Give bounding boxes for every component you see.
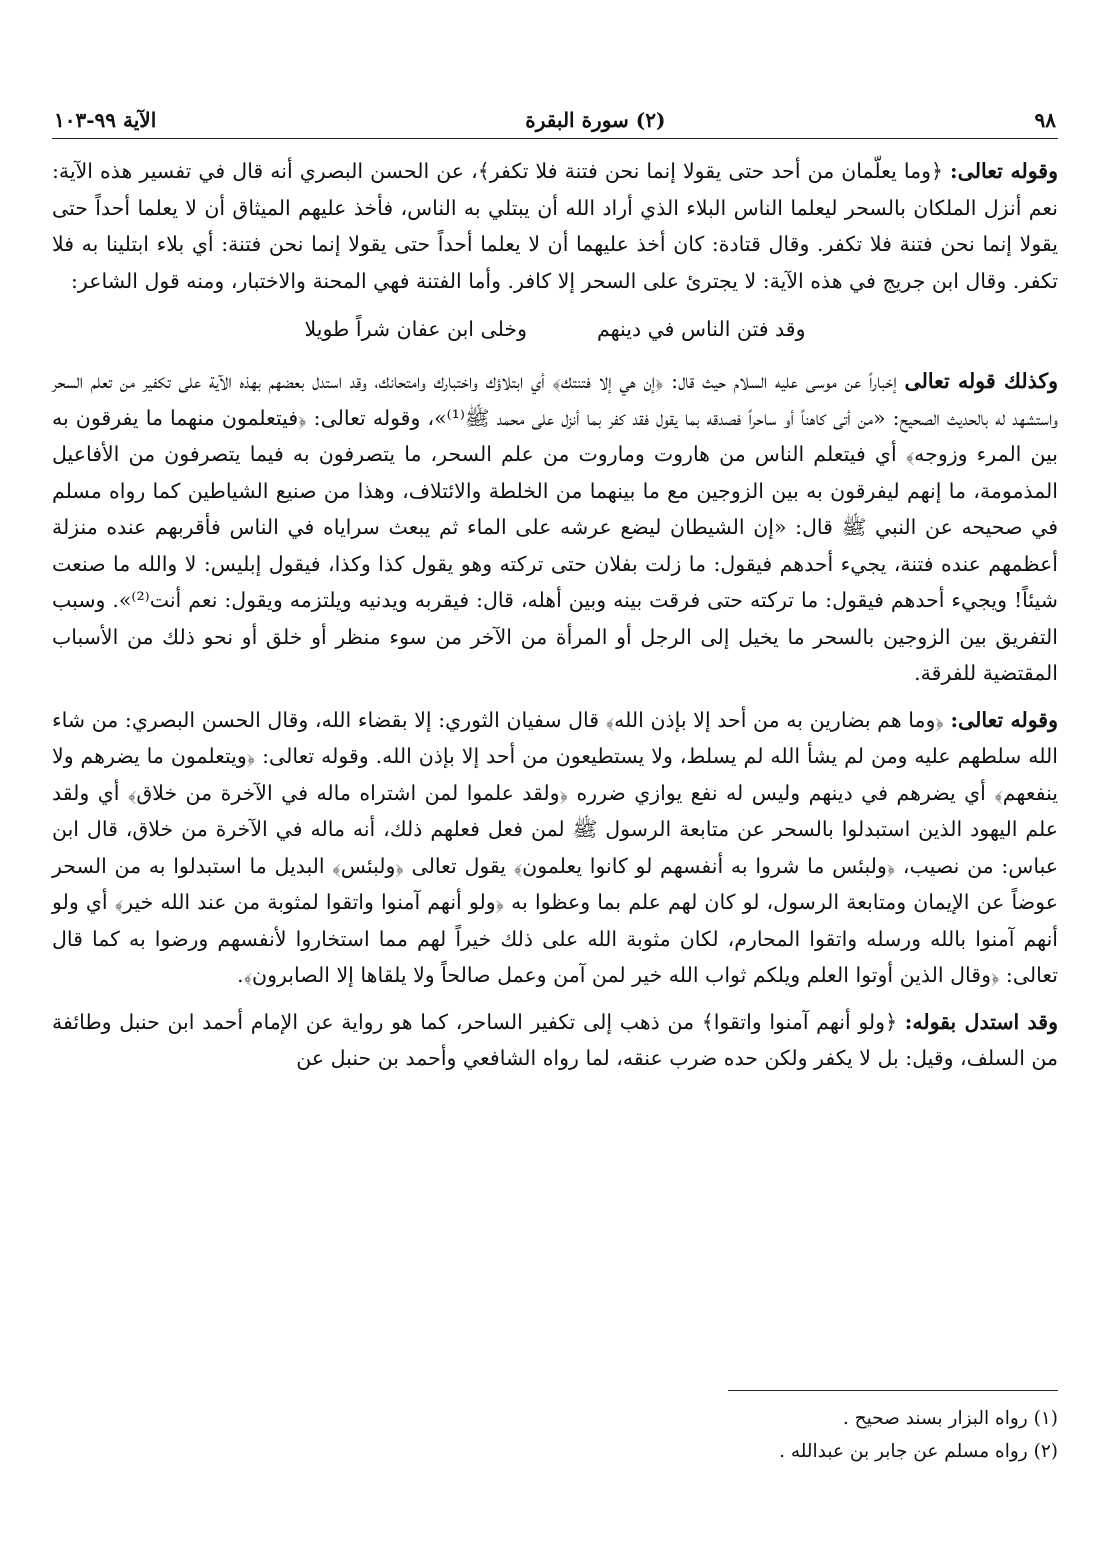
paragraph-4-text: ﴿ولو أنهم آمنوا واتقوا﴾ من ذهب إلى تكفير الساحر، كما هو رواية عن الإمام أحمد ابن حنبل وطائفة من السلف، وقيل: بل لا يكفر ولكن حده ضرب عنقه، لما رواه الشافعي وأحمد بن حنبل عن (52, 1009, 1058, 1070)
verse-range: الآية ٩٩-١٠٣ (54, 108, 157, 132)
poem-first-hemistich: وقد فتن الناس في دينهم (596, 317, 806, 341)
footnote-2: (٢) رواه مسلم عن جابر بن عبدالله . (779, 1441, 1058, 1462)
paragraph-3-text: ﴿وما هم بضارين به من أحد إلا بإذن الله﴾ قال سفيان الثوري: إلا بقضاء الله، وقال الحسن البصري: من شاء الله سلطهم عليه ومن لم يشأ الله لم يسلط، ولا يستطيعون من أحد إلا بإذن الله. وقوله تعالى: ﴿ويتعلمون ما يضرهم ولا ينفعهم﴾ أي يضرهم في دينهم وليس له نفع يوازي ضرره ﴿ولقد علموا لمن اشتراه ماله في الآخرة من خلاق﴾ أي ولقد علم اليهود الذين استبدلوا بالسحر عن متابعة الرسول ﷺ لمن فعل فعلهم ذلك، أنه ماله في الآخرة من خلاق، قال ابن عباس: من نصيب، ﴿ولبئس ما شروا به أنفسهم لو كانوا يعلمون﴾ يقول تعالى ﴿ولبئس﴾ البديل ما استبدلوا به من السحر عوضاً عن الإيمان ومتابعة الرسول، لو كان لهم علم بما وعظوا به ﴿ولو أنهم آمنوا واتقوا لمثوبة من عند الله خير﴾ أي ولو أنهم آمنوا بالله ورسله واتقوا المحارم، لكان مثوبة الله على ذلك خيراً لهم مما استخاروا لأنفسهم ورضوا به كما قال تعالى: ﴿وقال الذين أوتوا العلم ويلكم ثواب الله خير لمن آمن وعمل صالحاً ولا يلقاها إلا الصابرون﴾. (52, 707, 1058, 987)
poem-verse (52, 309, 1058, 349)
paragraph-1-lead: وقوله تعالى: (950, 159, 1058, 183)
page-number: ٩٨ (1034, 108, 1056, 132)
paragraph-3 (52, 702, 1058, 994)
poem-second-hemistich: وخلى ابن عفان شراً طويلا (304, 317, 527, 341)
footnote-1: (١) رواه البزار بسند صحيح . (842, 1408, 1058, 1429)
paragraph-3-lead: وقوله تعالى: (950, 707, 1058, 732)
paragraph-1-text: ﴿وما يعلّمان من أحد حتى يقولا إنما نحن فتنة فلا تكفر﴾، عن الحسن البصري أنه قال في تفسير هذه الآية: نعم أنزل الملكان بالسحر ليعلما الناس البلاء الذي أراد الله أن يبتلي به الناس، فأخذ عليهم الميثاق أن لا يعلما أحداً حتى يقولا إنما نحن فتنة فلا تكفر. وقال قتادة: كان أخذ عليهما أن لا يعلما أحداً حتى يقولا إنما نحن فتنة: أي بلاء ابتلينا به فلا تكفر. وقال ابن جريج في هذه الآية: لا يجترئ على السحر إلا كافر. وأما الفتنة فهي المحنة والاختبار، ومنه قول الشاعر: (52, 159, 1058, 293)
paragraph-4 (52, 1004, 1058, 1077)
footnote-rule (728, 1390, 1058, 1391)
paragraph-2-text: إخباراً عن موسى عليه السلام حيث قال: ﴿إن هي إلا فتنتك﴾ أي ابتلاؤك واختبارك وامتحانك، وقد استدل بعضهم بهذه الآية على تكفير من تعلم السحر واستشهد له بالحديث الصحيح: «من أتى كاهناً أو ساحراً فصدقه بما يقول فقد كفر بما أنزل على محمد ﷺ⁽¹⁾»، وقوله تعالى: ﴿فيتعلمون منهما ما يفرقون به بين المرء وزوجه﴾ أي فيتعلم الناس من هاروت وماروت من علم السحر، ما يتصرفون به فيما يتصرفون من الأفاعيل المذمومة، ما إنهم ليفرقون به بين الزوجين مع ما بينهما من الخلطة والائتلاف، وهذا من صنيع الشياطين كما رواه مسلم في صحيحه عن النبي ﷺ قال: «إن الشيطان ليضع عرشه على الماء ثم يبعث سراياه في الناس فأقربهم عنده منزلة أعظمهم عنده فتنة، يجيء أحدهم فيقول: ما زلت بفلان حتى تركته وهو يقول كذا وكذا، فيقول إبليس: لا والله ما صنعت شيئاً! ويجيء أحدهم فيقول: ما تركته حتى فرقت بينه وبين أهله، قال: فيقربه ويدنيه ويلتزمه ويقول: نعم أنت⁽²⁾». وسبب التفريق بين الزوجين بالسحر ما يخيل إلى الرجل أو المرأة من الآخر من سوء منظر أو خلق أو نحو ذلك من الأسباب المقتضية للفرقة. (52, 369, 1058, 685)
page-header (52, 108, 1058, 138)
paragraph-1 (52, 153, 1058, 299)
book-page (52, 108, 1058, 1528)
header-rule (52, 138, 1058, 139)
paragraph-4-lead: وقد استدل بقوله: (904, 1009, 1059, 1034)
surah-title: (٢) سورة البقرة (525, 108, 666, 132)
footnotes (52, 1402, 1058, 1468)
paragraph-2 (52, 363, 1058, 692)
paragraph-2-lead: وكذلك قوله تعالى (904, 369, 1058, 393)
